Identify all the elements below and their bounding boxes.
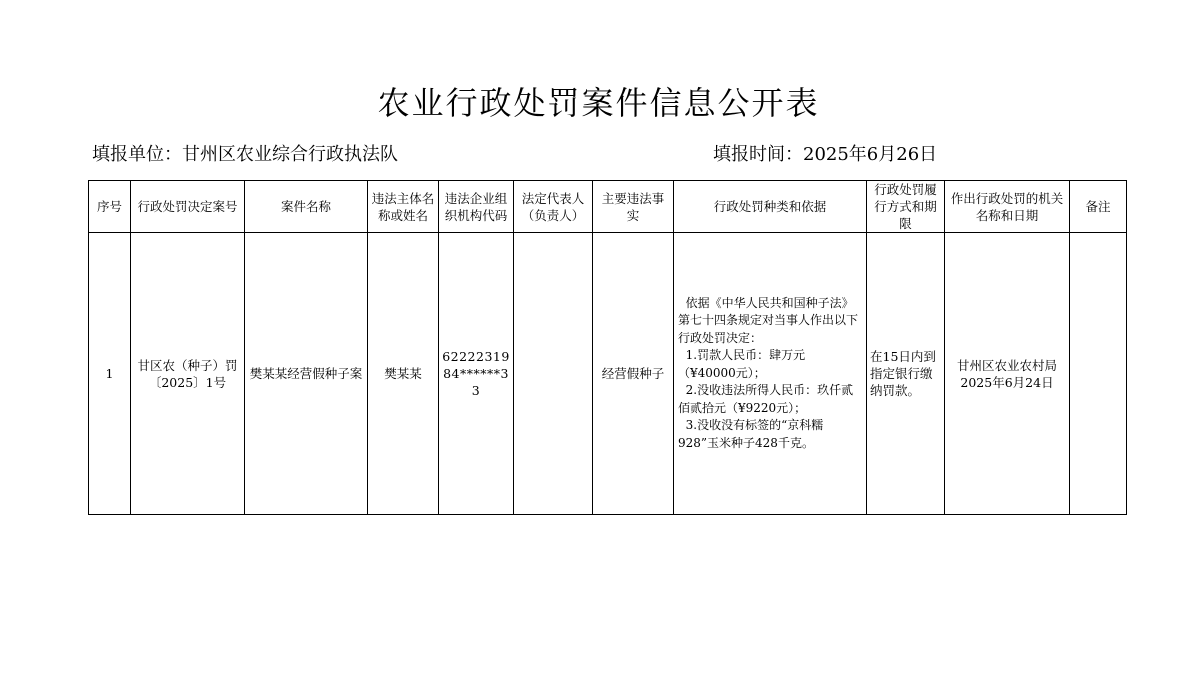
header-legal-rep: 法定代表人（负责人） bbox=[514, 181, 593, 233]
fill-date: 填报时间：2025年6月26日 bbox=[713, 144, 938, 165]
fill-unit: 填报单位：甘州区农业综合行政执法队 bbox=[92, 144, 398, 165]
basis-line: 3.没收没有标签的“京科糯928”玉米种子428千克。 bbox=[678, 418, 824, 450]
header-remark: 备注 bbox=[1070, 181, 1127, 233]
cell-index: 1 bbox=[89, 233, 131, 515]
header-case-name: 案件名称 bbox=[245, 181, 368, 233]
cell-subject: 樊某某 bbox=[368, 233, 439, 515]
table-header-row bbox=[89, 181, 1127, 233]
header-authority: 作出行政处罚的机关名称和日期 bbox=[945, 181, 1070, 233]
page-title: 农业行政处罚案件信息公开表 bbox=[377, 84, 820, 122]
header-subject: 违法主体名称或姓名 bbox=[368, 181, 439, 233]
basis-line: 1.罚款人民币：肆万元（¥40000元）； bbox=[678, 348, 806, 380]
basis-line: 依据《中华人民共和国种子法》第七十四条规定对当事人作出以下行政处罚决定： bbox=[678, 295, 859, 345]
header-performance: 行政处罚履行方式和期限 bbox=[867, 181, 945, 233]
cell-case-no: 甘区农（种子）罚〔2025〕1号 bbox=[131, 233, 245, 515]
cell-org-code: 6222231984******33 bbox=[439, 233, 514, 515]
cell-facts: 经营假种子 bbox=[593, 233, 674, 515]
basis-line: 2.没收违法所得人民币：玖仟贰佰贰拾元（¥9220元）； bbox=[678, 383, 854, 415]
cell-legal-rep bbox=[514, 233, 593, 515]
cell-performance: 在15日内到指定银行缴纳罚款。 bbox=[867, 233, 945, 515]
table-row bbox=[89, 233, 1127, 515]
header-org-code: 违法企业组织机构代码 bbox=[439, 181, 514, 233]
header-case-no: 行政处罚决定案号 bbox=[131, 181, 245, 233]
cell-case-name: 樊某某经营假种子案 bbox=[245, 233, 368, 515]
cell-authority: 甘州区农业农村局2025年6月24日 bbox=[945, 233, 1070, 515]
header-basis: 行政处罚种类和依据 bbox=[674, 181, 867, 233]
penalty-table bbox=[88, 180, 1127, 515]
header-index: 序号 bbox=[89, 181, 131, 233]
cell-basis bbox=[674, 233, 867, 515]
cell-remark bbox=[1070, 233, 1127, 515]
header-facts: 主要违法事实 bbox=[593, 181, 674, 233]
